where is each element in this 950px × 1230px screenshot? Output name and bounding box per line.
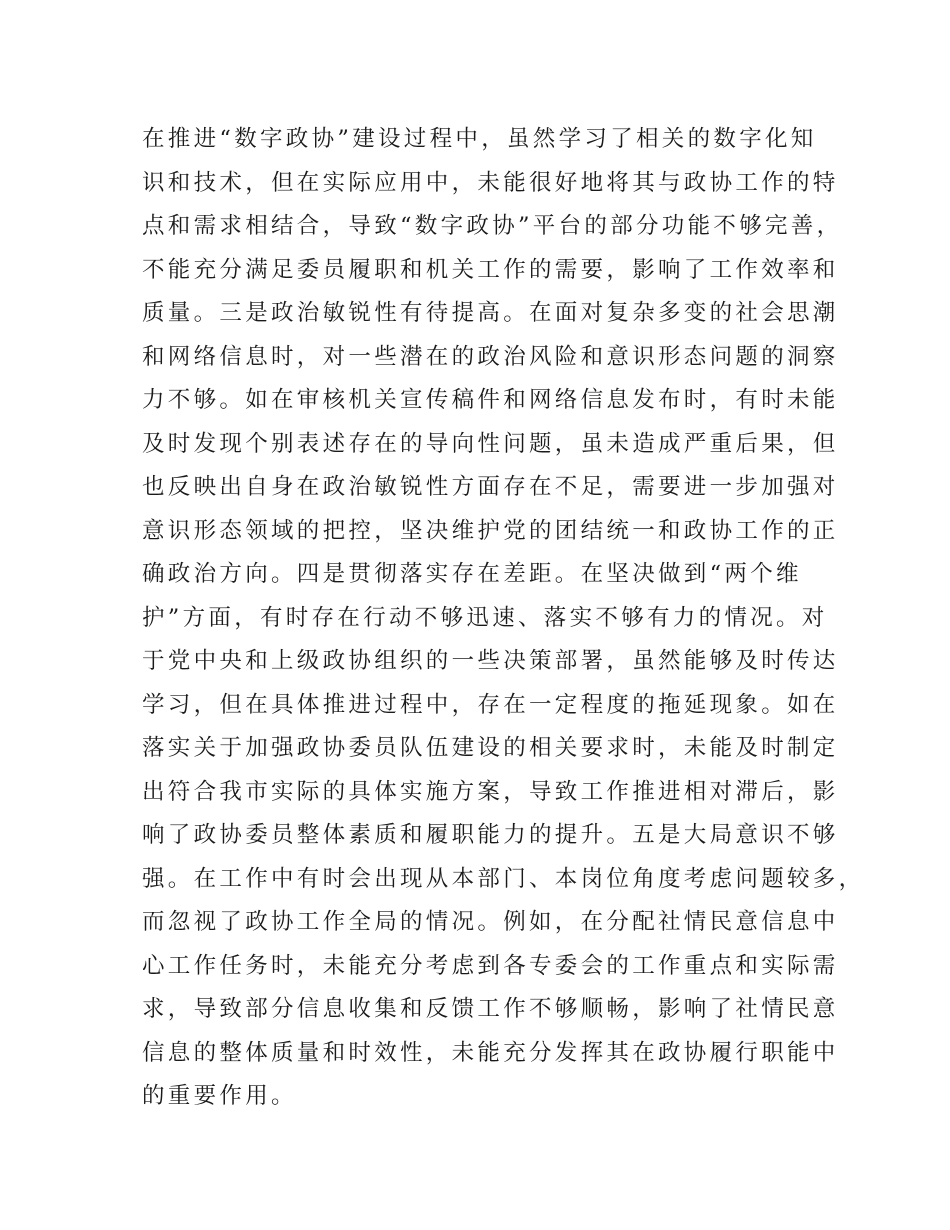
text-line: 求，导致部分信息收集和反馈工作不够顺畅，影响了社情民意 (142, 996, 839, 1022)
text-line: 学习，但在具体推进过程中，存在一定程度的拖延现象。如在 (142, 691, 839, 718)
text-line: 强。在工作中有时会出现从本部门、本岗位角度考虑问题较多， (142, 865, 865, 892)
text-line: 不能充分满足委员履职和机关工作的需要，影响了工作效率和 (142, 256, 839, 283)
text-line: 确政治方向。四是贯彻落实存在差距。在坚决做到“两个维 (142, 561, 802, 587)
text-line: 于党中央和上级政协组织的一些决策部署，虽然能够及时传达 (142, 648, 839, 674)
text-line: 识和技术，但在实际应用中，未能很好地将其与政协工作的特 (142, 169, 839, 196)
text-line: 质量。三是政治敏锐性有待提高。在面对复杂多变的社会思潮 (142, 300, 839, 326)
text-line: 出符合我市实际的具体实施方案，导致工作推进相对滞后，影 (142, 778, 839, 805)
text-line: 也反映出自身在政治敏锐性方面存在不足，需要进一步加强对 (142, 474, 839, 500)
text-line: 和网络信息时，对一些潜在的政治风险和意识形态问题的洞察 (142, 343, 839, 370)
text-line: 的重要作用。 (142, 1083, 297, 1109)
text-line: 落实关于加强政协委员队伍建设的相关要求时，未能及时制定 (142, 735, 839, 761)
text-line: 而忽视了政协工作全局的情况。例如，在分配社情民意信息中 (142, 909, 839, 935)
text-line: 响了政协委员整体素质和履职能力的提升。五是大局意识不够 (142, 822, 839, 848)
body-paragraph (142, 118, 865, 1119)
text-line: 信息的整体质量和时效性，未能充分发挥其在政协履行职能中 (142, 1039, 839, 1066)
text-line: 心工作任务时，未能充分考虑到各专委会的工作重点和实际需 (142, 952, 839, 979)
text-line: 意识形态领域的把控，坚决维护党的团结统一和政协工作的正 (142, 517, 839, 544)
text-line: 护”方面，有时存在行动不够迅速、落实不够有力的情况。对 (142, 604, 828, 631)
text-line: 及时发现个别表述存在的导向性问题，虽未造成严重后果，但 (142, 430, 839, 457)
text-line: 力不够。如在审核机关宣传稿件和网络信息发布时，有时未能 (142, 387, 839, 413)
text-line: 点和需求相结合，导致“数字政协”平台的部分功能不够完善， (142, 213, 843, 239)
text-line: 在推进“数字政协”建设过程中，虽然学习了相关的数字化知 (142, 126, 817, 152)
